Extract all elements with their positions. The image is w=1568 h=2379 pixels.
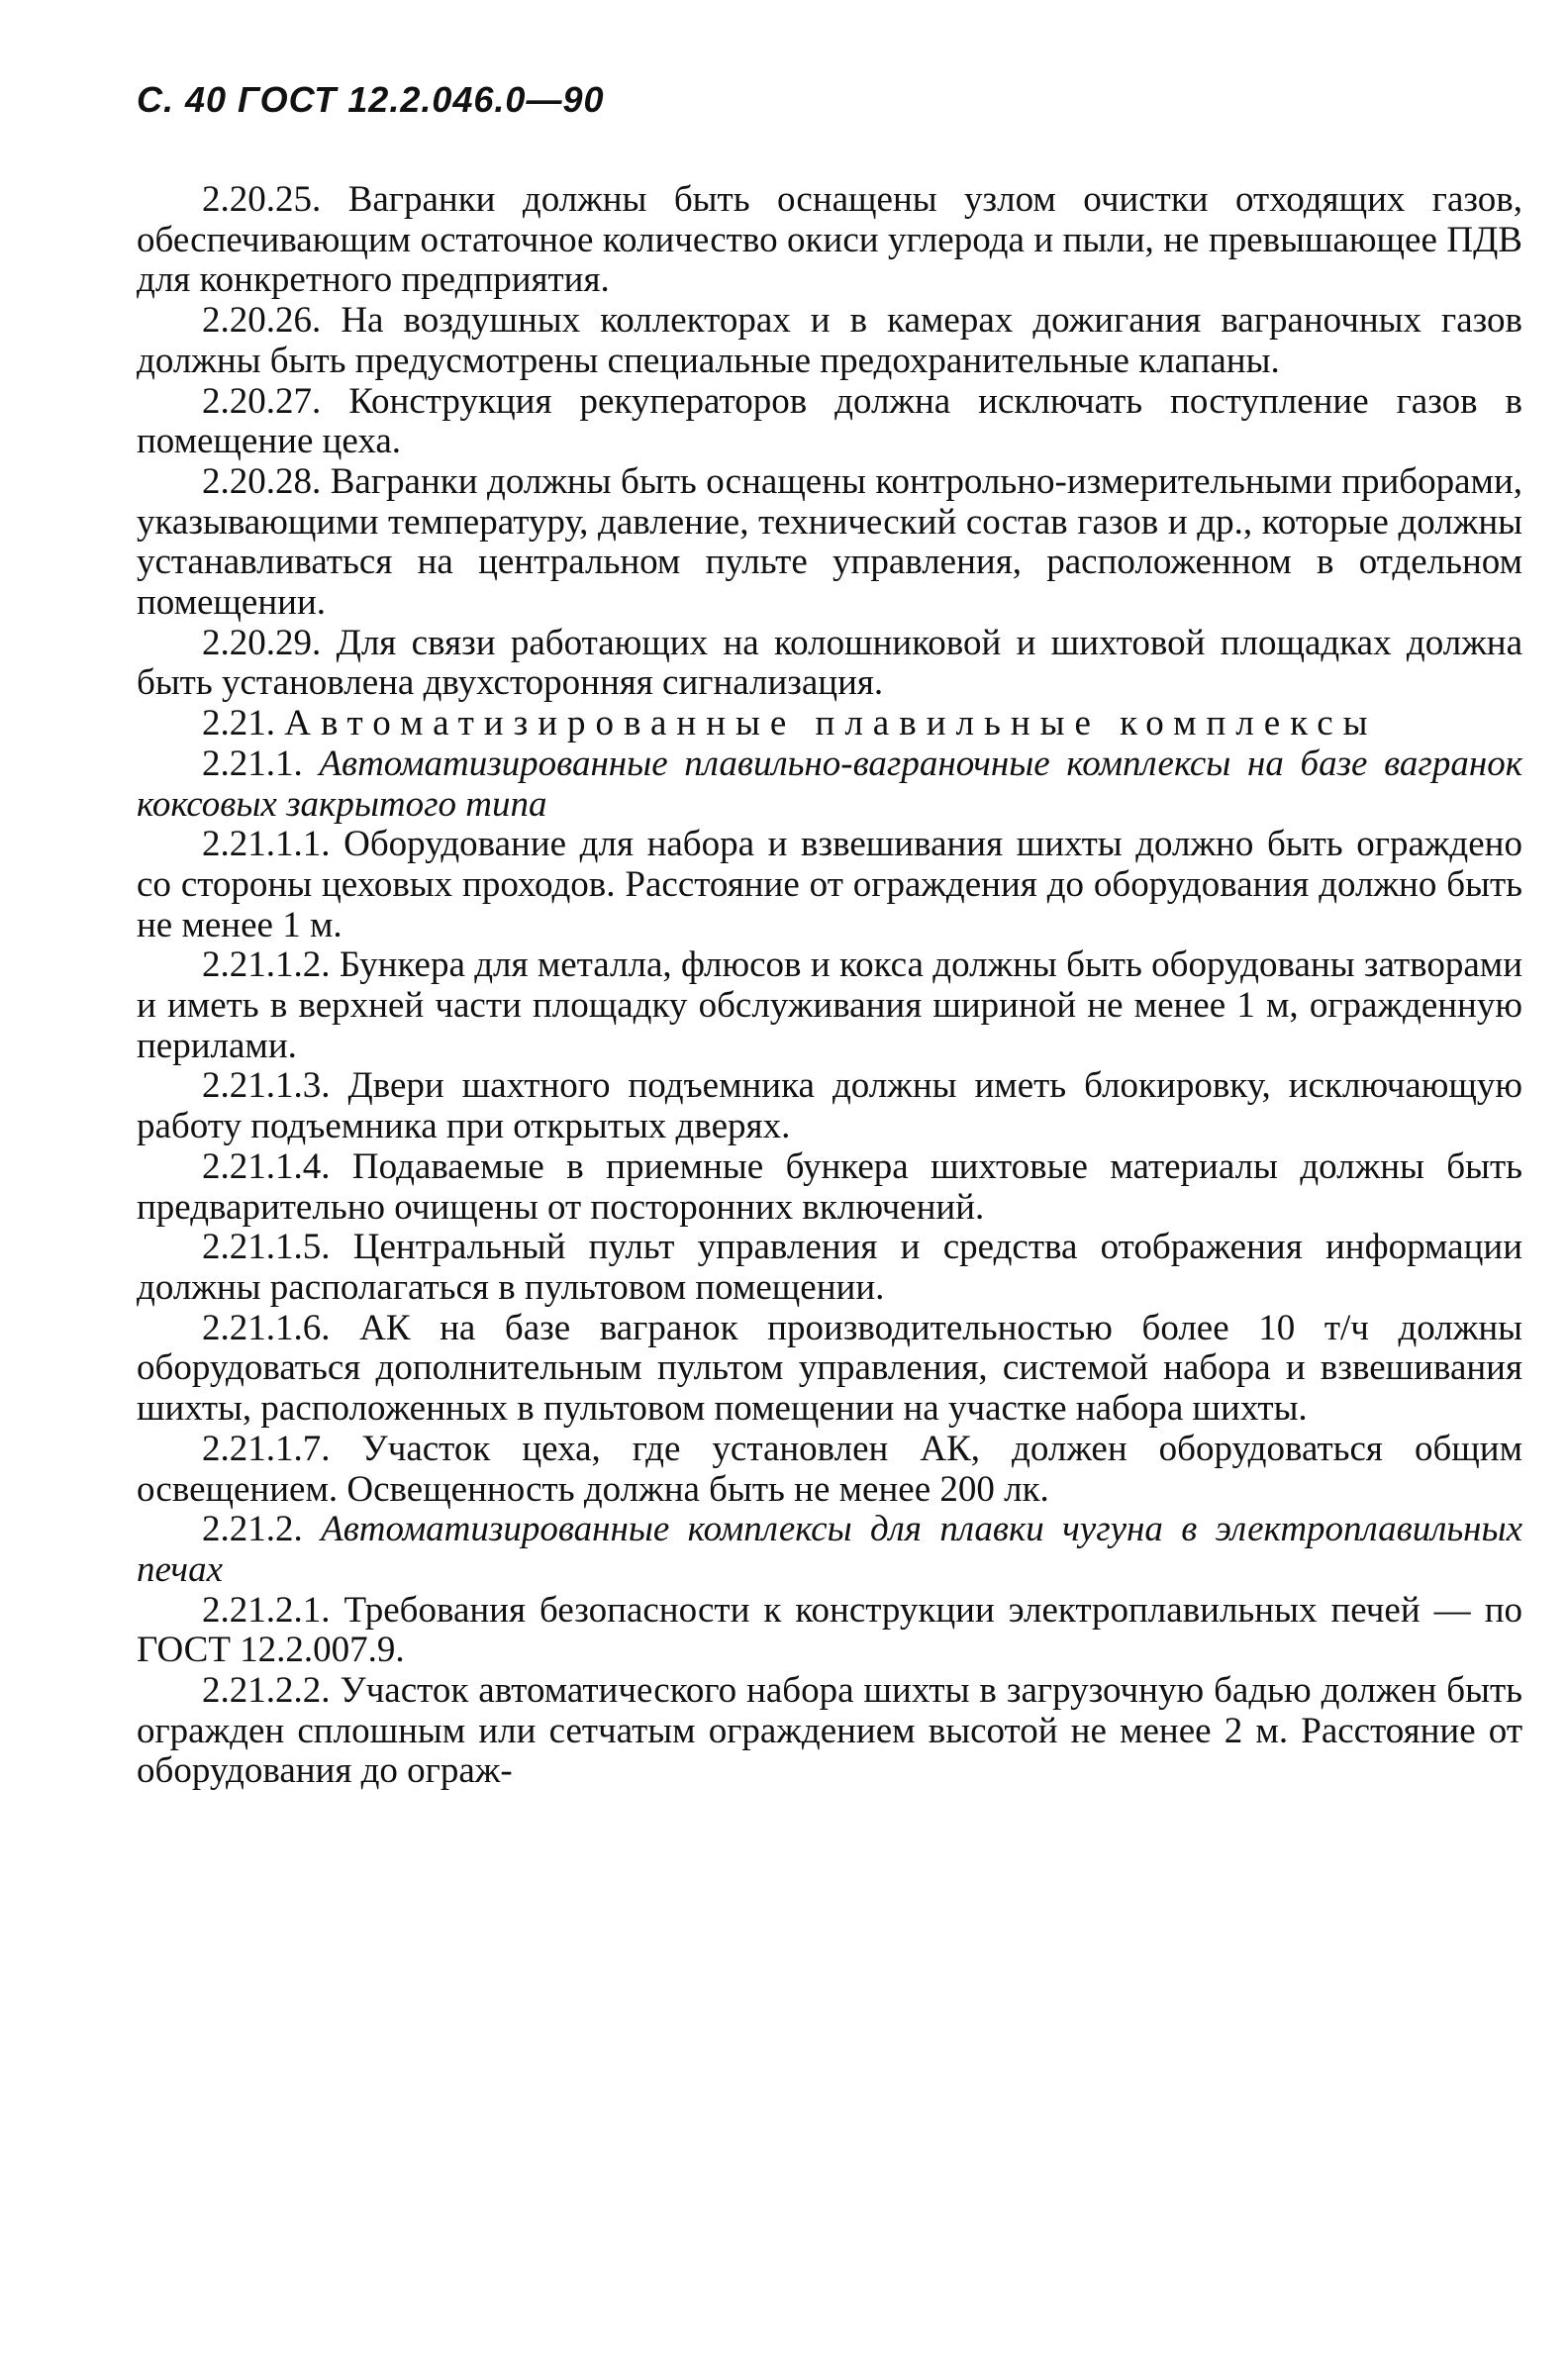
clause-text: Вагранки должны быть оснащены контрольно-измерительными приборами, указывающими температуру, давление, технический состав газов и др., которые должны устанавливаться на центральном пульте управления, расположенном в отдельном помещении. [137,460,1523,624]
clause-text: АК на базе вагранок производительностью более 10 т/ч должны оборудоваться дополнительным пультом управления, системой набора и взвешивания шихты, расположенных в пультовом помещении на участке набора шихты. [137,1307,1523,1430]
clause-text: Участок автоматического набора шихты в загрузочную бадью должен быть огражден сплошным или сетчатым ограждением высотой не менее 2 м. Расстояние от оборудования до ограж- [137,1670,1522,1792]
clause-2-21-1-6 [137,1309,1522,1430]
clause-number: 2.21.1.5. [202,1227,331,1268]
body-text [137,180,1522,1792]
clause-text: Вагранки должны быть оснащены узлом очистки отходящих газов, обеспечивающим остаточное количество окиси углерода и пыли, не превышающее ПДВ для конкретного предприятия. [137,179,1523,301]
clause-number: 2.20.25. [202,179,322,220]
clause-2-20-27 [137,382,1522,462]
clause-number: 2.21.1.7. [202,1428,331,1469]
clause-text: Участок цеха, где установлен АК, должен оборудоваться общим освещением. Освещенность должна быть не менее 200 лк. [137,1428,1522,1510]
clause-number: 2.21.2.2. [202,1670,331,1712]
clause-text: На воздушных коллекторах и в камерах дожигания ваграночных газов должны быть предусмотрены специальные предохранительные клапаны. [137,300,1523,381]
subsection-title: Автоматизированные плавильно-ваграночные комплексы на базе вагранок коксовых закрытого типа [137,743,1522,825]
clause-number: 2.20.27. [202,380,322,422]
clause-number: 2.21.1.2. [202,944,331,986]
clause-number: 2.21.1.3. [202,1065,331,1107]
clause-number: 2.21.1.4. [202,1145,331,1187]
clause-number: 2.20.29. [202,622,322,663]
clause-2-21-1-5 [137,1228,1522,1308]
clause-number: 2.20.28. [202,460,322,502]
subsection-heading-2-21-2 [137,1510,1522,1590]
clause-number: 2.21. [202,703,275,744]
clause-2-20-26 [137,301,1522,381]
clause-2-20-25 [137,180,1522,301]
clause-text: Для связи работающих на колошниковой и шихтовой площадках должна быть установлена двухсторонняя сигнализация. [137,622,1523,704]
clause-number: 2.21.2. [202,1509,303,1550]
clause-text: Оборудование для набора и взвешивания шихты должно быть ограждено со стороны цеховых проходов. Расстояние от ограждения до оборудования должно быть не менее 1 м. [137,824,1522,945]
clause-text: Двери шахтного подъемника должны иметь блокировку, исключающую работу подъемника при открытых дверях. [137,1065,1523,1147]
clause-text: Бункера для металла, флюсов и кокса должны быть оборудованы затворами и иметь в верхней части площадку обслуживания шириной не менее 1 м, огражденную перилами. [137,944,1523,1066]
clause-number: 2.21.1.6. [202,1307,331,1348]
clause-text: Требования безопасности к конструкции электроплавильных печей — по ГОСТ 12.2.007.9. [137,1589,1522,1671]
running-head: С. 40 ГОСТ 12.2.046.0—90 [137,79,605,120]
clause-2-21-1-4 [137,1147,1522,1228]
document-page [137,79,1522,1792]
clause-number: 2.21.1.1. [202,824,331,865]
clause-2-21-1-3 [137,1066,1522,1146]
clause-text: Центральный пульт управления и средства отображения информации должны располагаться в пультовом помещении. [137,1227,1522,1308]
clause-2-21-1-1 [137,825,1522,945]
clause-2-20-28 [137,462,1522,624]
clause-2-21-2-2 [137,1671,1522,1792]
clause-2-20-29 [137,624,1522,704]
clause-2-21-1-2 [137,945,1522,1066]
clause-text: Подаваемые в приемные бункера шихтовые материалы должны быть предварительно очищены от посторонних включений. [137,1145,1522,1228]
subsection-heading-2-21-1 [137,744,1522,825]
clause-2-21-1-7 [137,1430,1522,1510]
clause-number: 2.21.2.1. [202,1589,331,1631]
clause-text: Конструкция рекуператоров должна исключать поступление газов в помещение цеха. [137,380,1522,462]
section-title: Автоматизированные плавильные комплексы [284,703,1378,744]
subsection-title: Автоматизированные комплексы для плавки чугуна в электроплавильных печах [137,1509,1523,1590]
clause-number: 2.21.1. [202,743,303,784]
section-heading-2-21 [137,704,1522,744]
clause-number: 2.20.26. [202,300,322,342]
clause-2-21-2-1 [137,1591,1522,1671]
